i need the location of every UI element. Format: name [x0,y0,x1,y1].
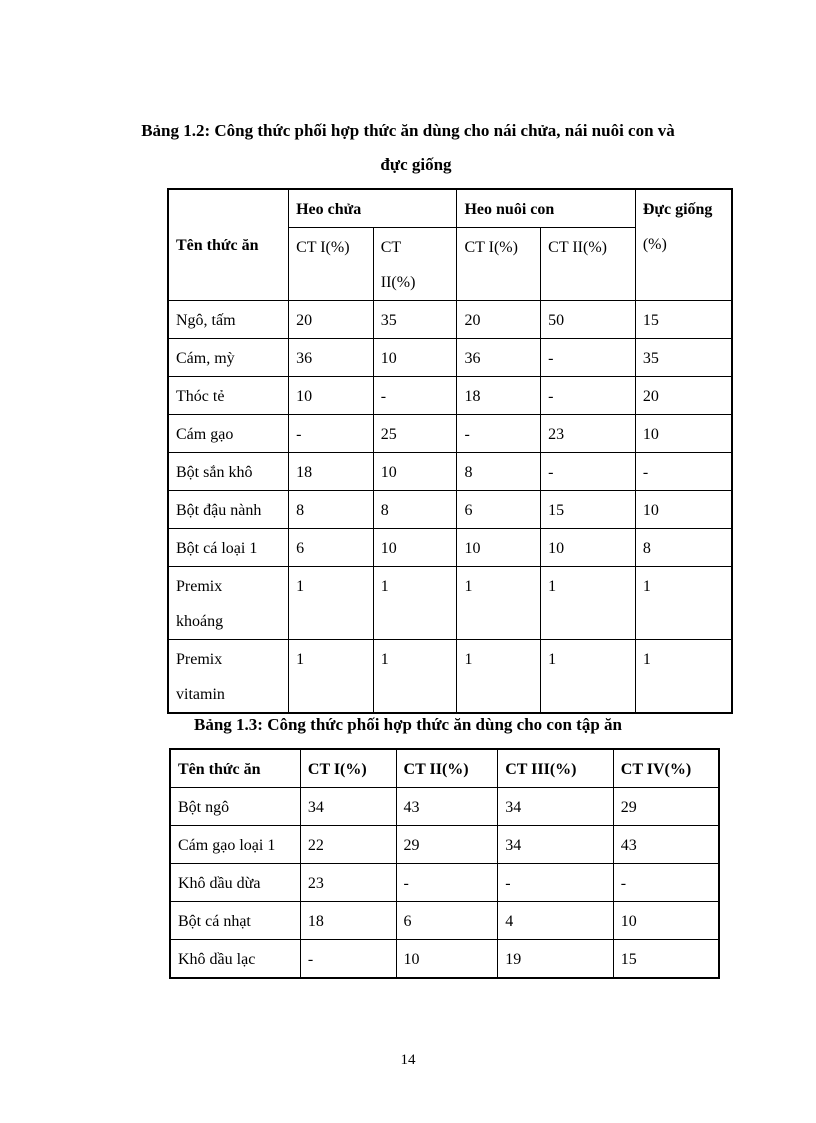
cell: 22 [300,826,396,864]
table-row [168,640,732,714]
table-row [168,529,732,567]
cell: 1 [289,640,374,714]
header-ct1-nursing: CT I(%) [457,228,541,301]
cell: 35 [373,301,457,339]
row-name: Bột đậu nành [168,491,289,529]
cell: 25 [373,415,457,453]
cell: 10 [635,415,732,453]
cell: 10 [373,529,457,567]
table-1-3-caption-text: Bảng 1.3: Công thức phối hợp thức ăn dùng cho con tập ăn [193,715,622,734]
table-row [168,567,732,640]
cell: 4 [498,902,614,940]
cell: 15 [635,301,732,339]
table-row [170,902,719,940]
row-name: Khô dầu dừa [170,864,300,902]
row-name: Bột cá nhạt [170,902,300,940]
cell: 19 [498,940,614,979]
cell: - [635,453,732,491]
row-name: Thóc tẻ [168,377,289,415]
cell: 36 [289,339,374,377]
cell: - [498,864,614,902]
header-boar-line1: Đực giống [642,201,713,218]
cell: 20 [289,301,374,339]
cell: 8 [635,529,732,567]
row-name: Cám gạo [168,415,289,453]
cell: 10 [457,529,541,567]
header-group-nursing: Heo nuôi con [457,189,635,228]
cell: 6 [457,491,541,529]
row-name: Bột ngô [170,788,300,826]
header-ct2-pregnant [373,228,457,301]
header-cell: CT III(%) [498,749,614,788]
row-name-line2: vitamin [176,686,225,703]
cell: - [541,453,636,491]
cell: 34 [498,826,614,864]
cell: - [300,940,396,979]
cell: 1 [541,640,636,714]
cell: 10 [635,491,732,529]
cell: 20 [457,301,541,339]
table-row [170,940,719,979]
table-row [168,491,732,529]
header-ct1-pregnant: CT I(%) [289,228,374,301]
cell: - [541,339,636,377]
table-1-2-header-row-1 [168,189,732,228]
cell: 1 [635,640,732,714]
cell: 18 [457,377,541,415]
row-name: Cám gạo loại 1 [170,826,300,864]
cell: 29 [396,826,498,864]
cell: 1 [457,567,541,640]
row-name: Bột sắn khô [168,453,289,491]
cell: 8 [457,453,541,491]
row-name: Cám, mỳ [168,339,289,377]
cell: 1 [635,567,732,640]
header-cell: CT IV(%) [613,749,719,788]
page-number: 14 [400,1052,416,1068]
cell: 10 [373,339,457,377]
cell: - [373,377,457,415]
header-group-pregnant: Heo chửa [289,189,457,228]
cell: 8 [289,491,374,529]
cell: 6 [396,902,498,940]
cell: 23 [541,415,636,453]
cell: 1 [373,640,457,714]
header-cell: Tên thức ăn [170,749,300,788]
cell: 50 [541,301,636,339]
row-name [168,640,289,714]
header-cell: CT I(%) [300,749,396,788]
cell: 15 [613,940,719,979]
cell: 23 [300,864,396,902]
row-name-line1: Premix [176,578,223,595]
cell: 8 [373,491,457,529]
cell: - [541,377,636,415]
cell: 6 [289,529,374,567]
cell: 10 [289,377,374,415]
row-name: Bột cá loại 1 [168,529,289,567]
row-name: Khô dầu lạc [170,940,300,979]
header-group-boar [635,189,732,301]
table-row [168,453,732,491]
cell: 18 [300,902,396,940]
table-row [168,377,732,415]
header-ct2-pregnant-line1: CT [380,239,402,256]
table-row [170,788,719,826]
table-1-2 [167,188,733,714]
cell: 15 [541,491,636,529]
header-feed-name-text: Tên thức ăn [176,236,259,254]
header-boar-line2: (%) [642,236,667,253]
cell: - [289,415,374,453]
cell: - [613,864,719,902]
row-name: Ngô, tấm [168,301,289,339]
cell: - [457,415,541,453]
cell: - [396,864,498,902]
cell: 20 [635,377,732,415]
cell: 35 [635,339,732,377]
cell: 10 [541,529,636,567]
cell: 10 [613,902,719,940]
table-row [168,415,732,453]
row-name-line2: khoáng [176,613,224,630]
header-feed-name [168,189,289,301]
cell: 34 [498,788,614,826]
table-row [168,339,732,377]
cell: 43 [396,788,498,826]
cell: 10 [373,453,457,491]
table-row [170,826,719,864]
cell: 1 [373,567,457,640]
cell: 1 [457,640,541,714]
row-name-line1: Premix [176,651,223,668]
header-ct2-pregnant-line2: II(%) [380,274,416,291]
table-1-3-header-row [170,749,719,788]
table-row [168,301,732,339]
cell: 36 [457,339,541,377]
cell: 10 [396,940,498,979]
table-1-2-caption-line1: Bảng 1.2: Công thức phối hợp thức ăn dùng cho nái chửa, nái nuôi con và [141,121,675,140]
header-ct2-nursing: CT II(%) [541,228,636,301]
cell: 43 [613,826,719,864]
table-1-3 [169,748,720,979]
table-1-2-caption-line2: đực giống [380,155,452,174]
table-row [170,864,719,902]
row-name [168,567,289,640]
table-1-3-caption [0,708,816,742]
cell: 1 [541,567,636,640]
cell: 34 [300,788,396,826]
header-cell: CT II(%) [396,749,498,788]
cell: 29 [613,788,719,826]
table-1-2-caption [0,114,816,182]
cell: 1 [289,567,374,640]
cell: 18 [289,453,374,491]
